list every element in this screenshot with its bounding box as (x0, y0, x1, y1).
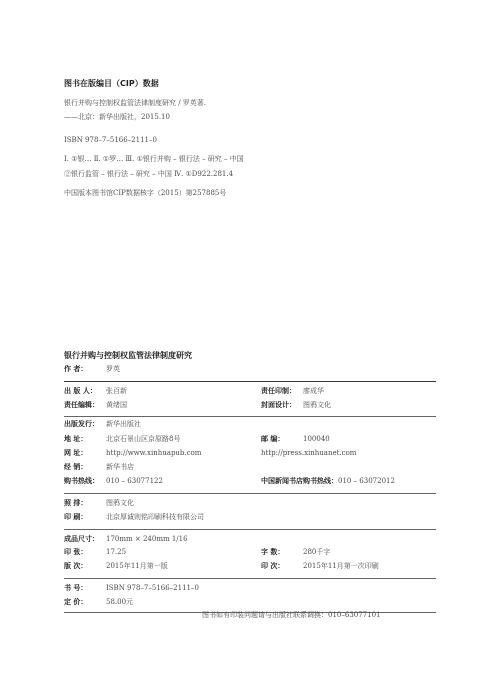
typeset-label: 照 排： (64, 499, 88, 507)
cip-subject-line-2: ②银行监管 – 银行法 – 研究 – 中国 Ⅳ. ①D922.281.4 (64, 170, 234, 178)
issued-label: 出版发行： (64, 420, 99, 428)
print-supervisor-label: 责任印制： (261, 387, 296, 395)
cover-design-label: 封面设计： (261, 401, 296, 409)
zip-label: 邮 编： (261, 435, 285, 443)
cip-publisher-line: ——北京：新华出版社，2015.10 (64, 113, 170, 121)
price-row (64, 599, 133, 609)
author-row (64, 366, 120, 376)
cip-record-number: 中国版本图书馆CIP数据核字（2015）第257885号 (64, 189, 227, 197)
website-link[interactable]: http://www.xinhuapub.com (106, 449, 202, 457)
cip-isbn: ISBN 978–7–5166–2111–0 (64, 136, 157, 144)
book-number-row (64, 585, 199, 595)
editor-label: 责任编辑： (64, 401, 99, 409)
typeset-value: 图鸦文化 (106, 499, 134, 507)
zip-value: 100040 (303, 435, 330, 443)
distributor-value: 新华书店 (106, 463, 134, 471)
website-link-2[interactable]: http://press.xinhuanet.com (261, 449, 357, 457)
impression-label: 印 次： (261, 562, 285, 570)
sheets-label: 印 张： (64, 548, 88, 556)
impression-value: 2015年11月第一次印刷 (303, 562, 379, 570)
author-label: 作 者： (64, 365, 88, 373)
cover-design-value: 图鸦文化 (303, 401, 331, 409)
editor-row (64, 402, 436, 412)
publisher-label: 出 版 人： (64, 387, 97, 395)
cip-title-line: 银行并购与控制权监管法律制度研究 / 罗英著. (64, 99, 207, 107)
edition-label: 版 次： (64, 562, 88, 570)
website-row (64, 450, 436, 460)
size-value: 170mm × 240mm 1/16 (106, 535, 188, 543)
issued-value: 新华出版社 (106, 420, 141, 428)
sheets-value: 17.25 (106, 548, 127, 556)
hotline-value: 010 – 63077122 (106, 477, 163, 485)
divider (64, 381, 436, 382)
divider (64, 493, 436, 494)
price-value: 58.00元 (106, 598, 134, 606)
cip-heading: 图书在版编目（CIP）数据 (64, 79, 159, 88)
printer-value: 北京厚诚则铭印刷科技有限公司 (106, 513, 204, 521)
edition-value: 2015年11月第一版 (106, 562, 168, 570)
defect-notice: 图书如有印装问题请与出版社联系调换：010–63077101 (202, 611, 381, 619)
typeset-row (64, 500, 134, 510)
issued-row (64, 421, 141, 431)
hotline-row (64, 478, 436, 488)
size-row (64, 536, 188, 546)
bookstore-hotline-value: 010 – 63072012 (338, 477, 395, 485)
divider (64, 416, 436, 417)
book-number-label: 书 号： (64, 584, 88, 592)
distributor-row (64, 464, 134, 474)
editor-value: 黄绪国 (106, 401, 127, 409)
book-title: 银行并购与控制权监管法律制度研究 (64, 351, 192, 360)
price-label: 定 价： (64, 598, 88, 606)
address-row (64, 436, 436, 446)
address-label: 地 址： (64, 435, 88, 443)
word-count-value: 280千字 (303, 548, 331, 556)
divider (64, 529, 436, 530)
address-value: 北京石景山区京原路8号 (106, 435, 181, 443)
publisher-value: 张百新 (106, 387, 127, 395)
print-supervisor-value: 廖成华 (303, 387, 324, 395)
hotline-label: 购书热线： (64, 477, 99, 485)
printer-row (64, 514, 204, 524)
sheets-row (64, 549, 436, 559)
book-number-value: ISBN 978–7–5166–2111–0 (106, 584, 199, 592)
printer-label: 印 刷： (64, 513, 88, 521)
cip-subject-line-1: Ⅰ. ①银… Ⅱ. ①罗… Ⅲ. ①银行并购 – 银行法 – 研究 – 中国 (64, 155, 244, 163)
bookstore-hotline-label: 中国新闻书店购书热线： (261, 477, 338, 485)
word-count-label: 字 数： (261, 548, 285, 556)
distributor-label: 经 销： (64, 463, 88, 471)
publisher-row (64, 388, 436, 398)
website-label: 网 址： (64, 449, 88, 457)
divider (64, 578, 436, 579)
edition-row (64, 563, 436, 573)
size-label: 成品尺寸： (64, 535, 99, 543)
author-value: 罗英 (106, 365, 120, 373)
